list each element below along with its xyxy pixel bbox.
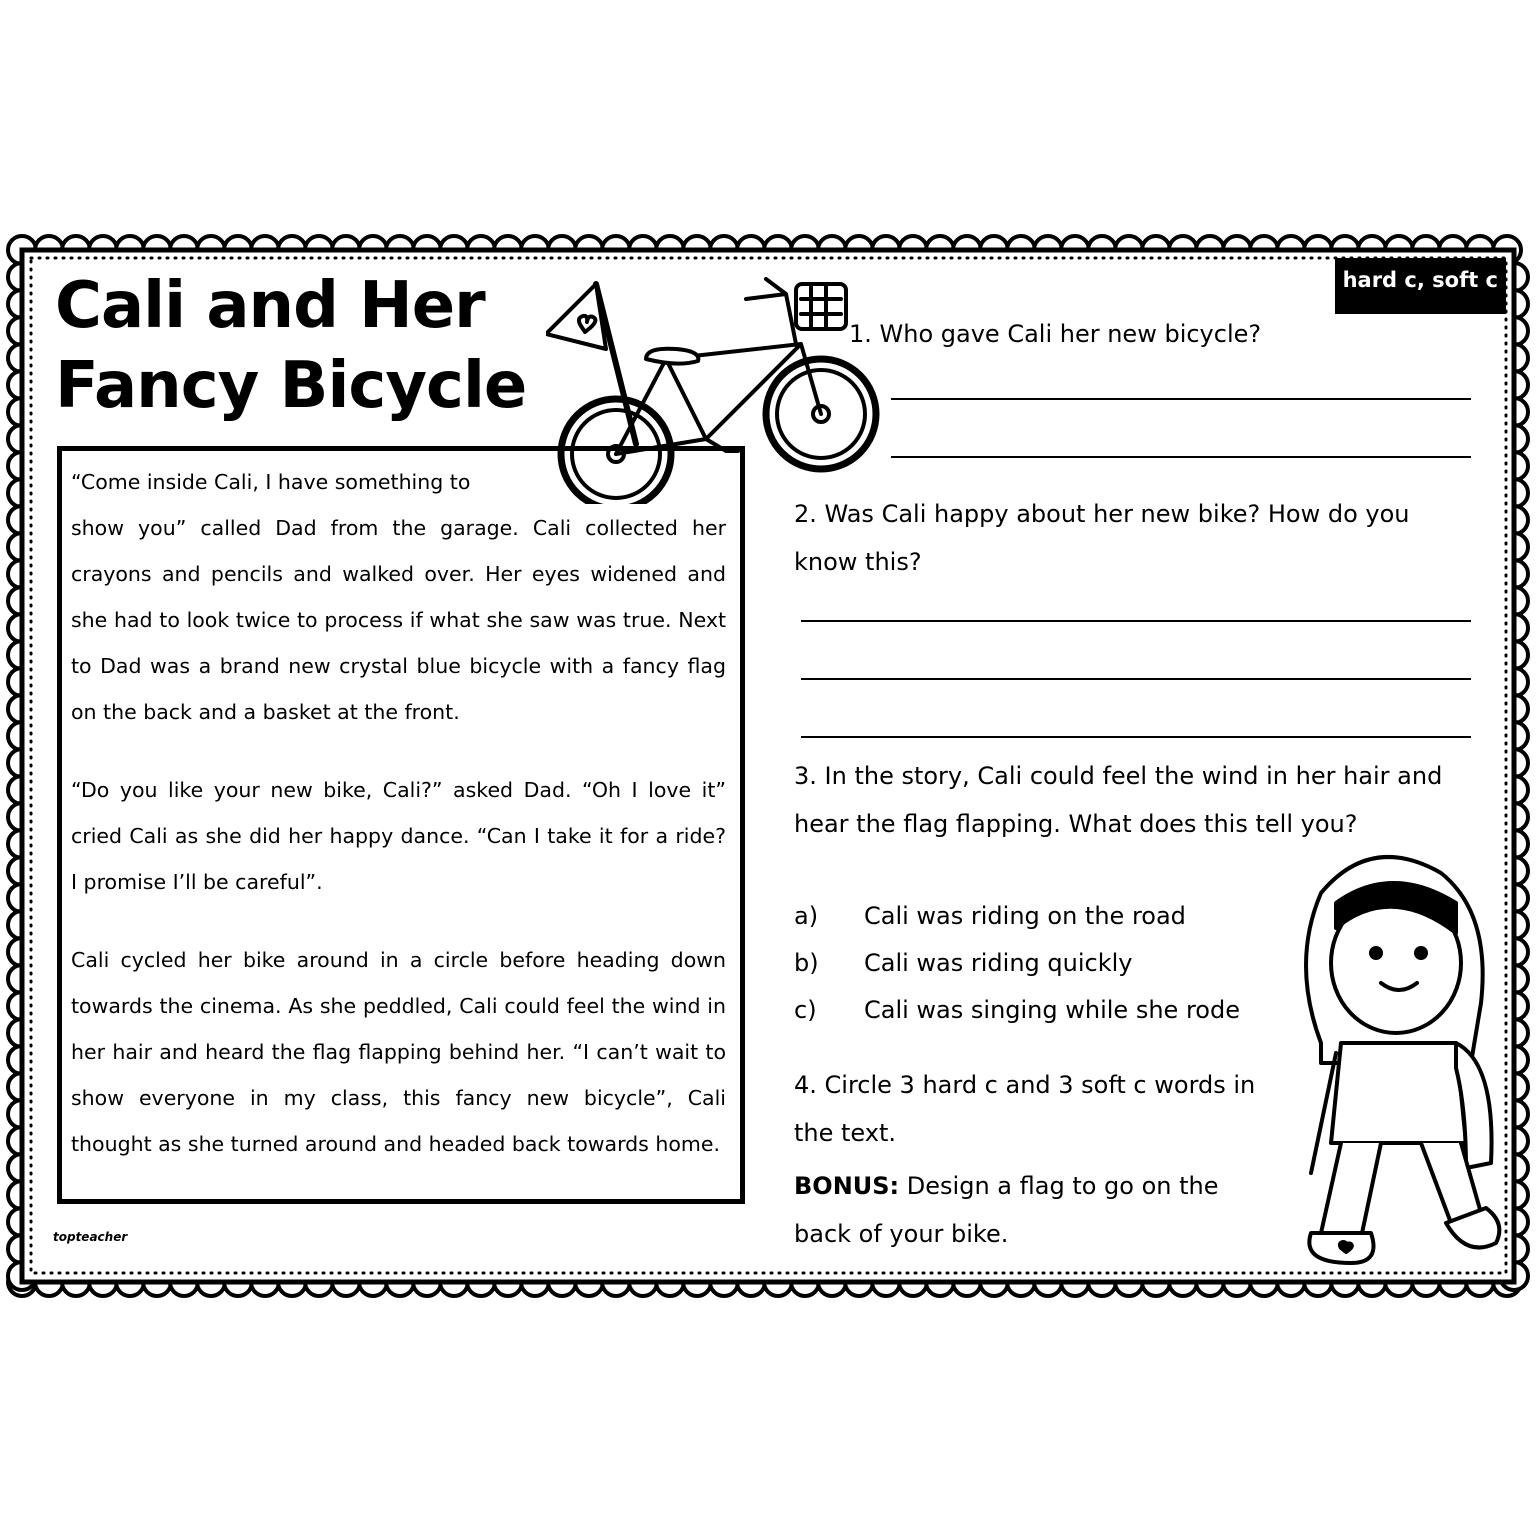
option-text: Cali was riding quickly [864, 949, 1133, 977]
question-3: 3. In the story, Cali could feel the wind in her hair and hear the flag flapping. What does this tell you? [794, 762, 1443, 838]
question-4: 4. Circle 3 hard c and 3 soft c words in the text. [794, 1071, 1256, 1147]
publisher-logo: topteacher [53, 1230, 128, 1244]
option-c [794, 987, 1240, 1034]
bonus-label: BONUS: [794, 1172, 900, 1200]
worksheet [31, 258, 1506, 1273]
bonus-question [794, 1162, 1274, 1258]
option-text: Cali was riding on the road [864, 902, 1186, 930]
option-letter: a) [794, 902, 819, 930]
title-line-1: Cali and Her [55, 269, 485, 343]
answer-line [801, 620, 1471, 622]
story-paragraph-2: “Do you like your new bike, Cali?” asked Dad. “Oh I love it” cried Cali as she did her happy dance. “Can I take it for a ride? I promise I’ll be careful”. [71, 778, 726, 894]
option-text: Cali was singing while she rode [864, 996, 1240, 1024]
story-paragraph-1 [71, 459, 726, 735]
option-a [794, 893, 1186, 940]
topic-badge: hard c, soft c [1335, 258, 1506, 314]
story-paragraph-1-rest: show you” called Dad from the garage. Cali collected her crayons and pencils and walked over. Her eyes widened and she had to look twice to process if what she saw was true. Next to Dad was a brand new crystal blue bicycle with a fancy flag on the back and a basket at the front. [71, 516, 726, 724]
title-line-2: Fancy Bicycle [55, 349, 527, 423]
story-paragraph-3: Cali cycled her bike around in a circle before heading down towards the cinema. As she peddled, Cali could feel the wind in her hair and heard the flag flapping behind her. “I can’t wait to show everyone in my class, this fancy new bicycle”, Cali thought as she turned around and headed back towards home. [71, 948, 726, 1156]
option-b [794, 940, 1133, 987]
question-1: 1. Who gave Cali her new bicycle? [849, 320, 1262, 348]
option-letter: c) [794, 996, 817, 1024]
answer-line [891, 398, 1471, 400]
bonus-text: Design a flag to go on the back of your bike. [794, 1172, 1219, 1248]
answer-line [891, 456, 1471, 458]
story-line-1: “Come inside Cali, I have something to [71, 470, 471, 494]
girl-illustration [1281, 843, 1506, 1268]
option-letter: b) [794, 949, 819, 977]
answer-line [801, 678, 1471, 680]
question-2: 2. Was Cali happy about her new bike? How do you know this? [794, 500, 1410, 576]
worksheet-title [55, 266, 526, 426]
story-text-box [57, 446, 745, 1204]
answer-line [801, 736, 1471, 738]
